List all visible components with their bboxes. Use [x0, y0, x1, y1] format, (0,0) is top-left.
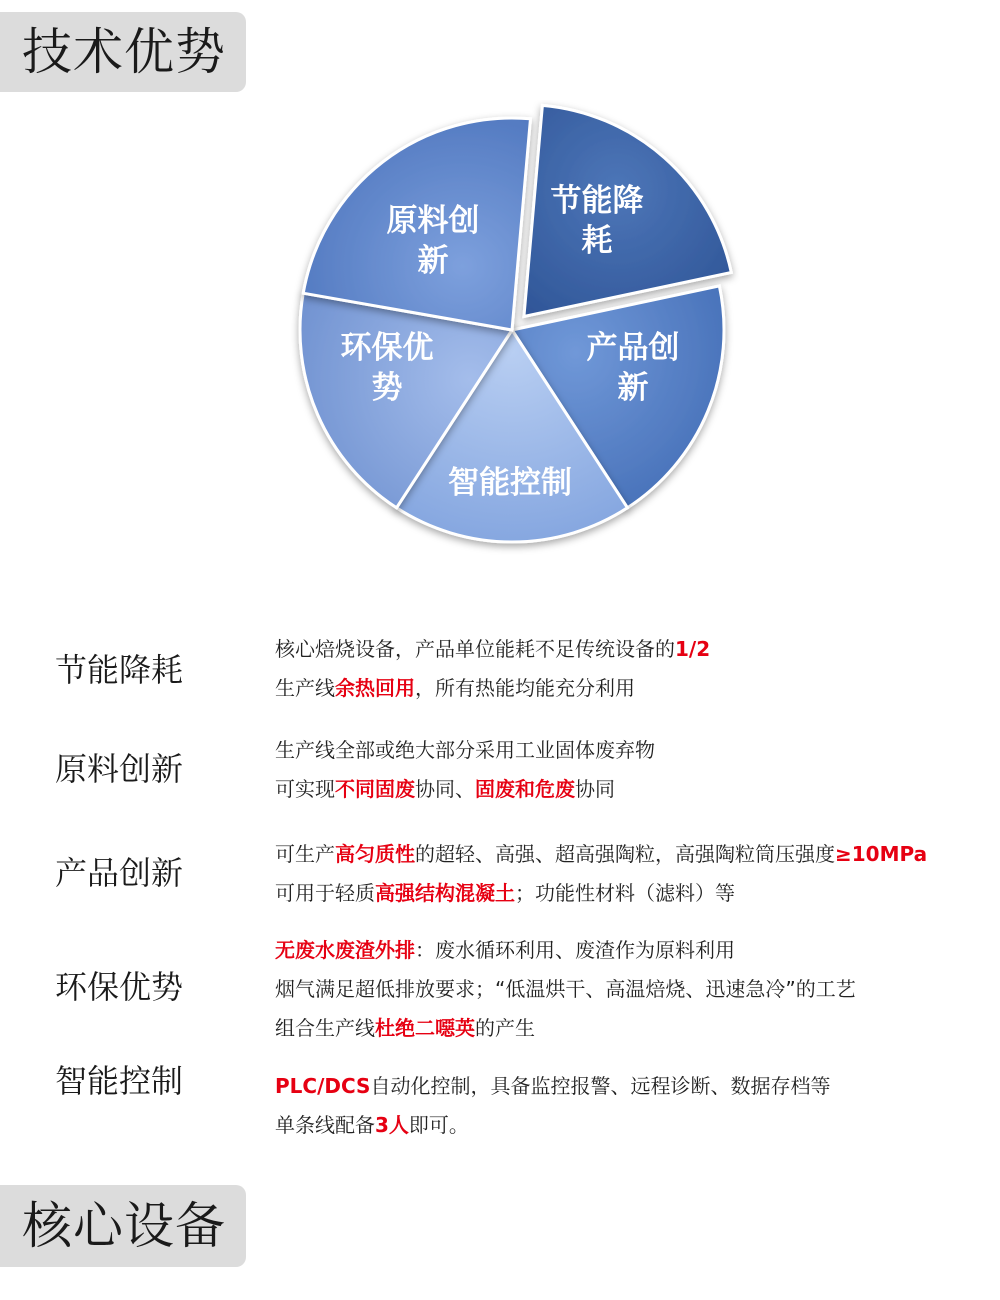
advantage-title: 产品创新: [55, 854, 184, 892]
description-line: [275, 1115, 830, 1135]
description-text: 的超轻、高强、超高强陶粒，高强陶粒筒压强度: [415, 842, 835, 866]
description-text: 协同: [575, 777, 615, 801]
highlight-text: 3人: [375, 1113, 409, 1137]
description-text: 协同、: [415, 777, 475, 801]
description-line: [275, 1076, 830, 1096]
description-line: [275, 883, 927, 903]
description-line: [275, 639, 710, 659]
pie-slice-label-5: 原料创新: [386, 203, 480, 279]
description-text: 单条线配备: [275, 1113, 375, 1137]
description-line: [275, 1018, 856, 1038]
description-text: ；功能性材料（滤料）等: [515, 881, 735, 905]
advantage-title: 环保优势: [55, 968, 184, 1006]
advantage-description: [275, 639, 710, 717]
description-text: 的产生: [475, 1016, 535, 1040]
description-line: [275, 779, 655, 799]
pie-slice-label-4: 环保优势: [340, 330, 434, 406]
description-line: [275, 740, 655, 760]
highlight-text: 高匀质性: [335, 842, 415, 866]
advantage-description: [275, 844, 927, 922]
advantage-description: [275, 740, 655, 818]
highlight-text: PLC/DCS: [275, 1074, 371, 1098]
advantage-title: 原料创新: [55, 750, 184, 788]
highlight-text: 不同固废: [335, 777, 415, 801]
highlight-text: 余热回用: [335, 676, 415, 700]
advantage-description: [275, 940, 856, 1057]
advantage-pie-diagram: [290, 100, 740, 570]
description-text: 可用于轻质: [275, 881, 375, 905]
advantage-description: [275, 1076, 830, 1154]
description-text: 生产线: [275, 676, 335, 700]
description-text: 核心焙烧设备，产品单位能耗不足传统设备的: [275, 637, 675, 661]
description-line: [275, 678, 710, 698]
advantage-title: 节能降耗: [55, 651, 184, 689]
description-text: 可生产: [275, 842, 335, 866]
pie-slice-label-2: 产品创新: [586, 330, 680, 406]
description-text: 可实现: [275, 777, 335, 801]
description-text: ，所有热能均能充分利用: [415, 676, 635, 700]
section-title-tech-advantages: 技术优势: [0, 12, 246, 92]
description-text: ：废水循环利用、废渣作为原料利用: [415, 938, 735, 962]
pie-slice-label-1: 节能降耗: [550, 183, 644, 259]
description-line: [275, 844, 927, 864]
description-line: [275, 940, 856, 960]
highlight-text: 1/2: [675, 637, 711, 661]
highlight-text: ≥10MPa: [835, 842, 928, 866]
description-text: 生产线全部或绝大部分采用工业固体废弃物: [275, 738, 655, 762]
highlight-text: 无废水废渣外排: [275, 938, 415, 962]
description-text: 烟气满足超低排放要求；“低温烘干、高温焙烧、迅速急冷”的工艺: [275, 977, 856, 1001]
highlight-text: 高强结构混凝土: [375, 881, 515, 905]
description-text: 自动化控制，具备监控报警、远程诊断、数据存档等: [370, 1074, 831, 1098]
description-text: 即可。: [408, 1113, 469, 1137]
description-text: 组合生产线: [275, 1016, 375, 1040]
highlight-text: 固废和危废: [475, 777, 575, 801]
description-line: [275, 979, 856, 999]
pie-slice-label-3: 智能控制: [448, 465, 572, 501]
section-title-core-equipment: 核心设备: [0, 1185, 246, 1267]
advantage-title: 智能控制: [55, 1062, 184, 1100]
highlight-text: 杜绝二噁英: [375, 1016, 475, 1040]
